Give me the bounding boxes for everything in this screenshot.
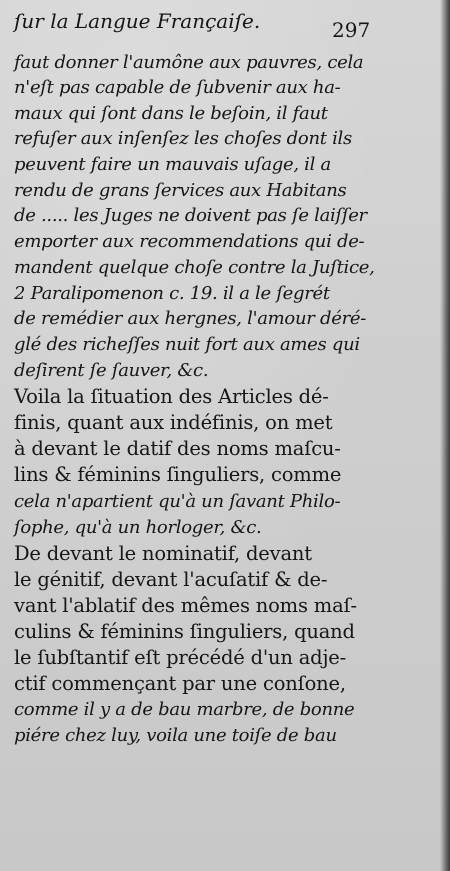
text-line: à devant le datif des noms maſcu- xyxy=(14,437,341,460)
text-line: le ſubſtantif eſt précédé d'un adje- xyxy=(14,646,347,669)
text-line: finis, quant aux indéfinis, on met xyxy=(14,411,333,434)
text-line: n'eſt pas capable de ſubvenir aux ha- xyxy=(14,77,341,98)
text-line: de remédier aux hergnes, l'amour déré- xyxy=(14,308,367,329)
text-line: rendu de grans ſervices aux Habitans xyxy=(14,180,347,201)
text-line: mandent quelque choſe contre la Juſtice, xyxy=(14,257,375,278)
text-line: cela n'apartient qu'à un ſavant Philo- xyxy=(14,491,341,512)
text-line: lins & féminins ſinguliers, comme xyxy=(14,463,342,486)
text-line: faut donner l'aumône aux pauvres, cela xyxy=(14,52,364,73)
text-line: culins & féminins ſinguliers, quand xyxy=(14,620,355,643)
text-line: maux qui ſont dans le beſoin, il faut xyxy=(14,103,328,124)
running-header xyxy=(14,6,371,42)
text-line: refuſer aux inſenſez les choſes dont ils xyxy=(14,128,352,149)
text-line: piére chez luy, voila une toiſe de bau xyxy=(14,725,337,746)
text-line: deſirent ſe ſauver, &c. xyxy=(14,360,209,381)
text-line: de ..... les Juges ne doivent pas ſe laiſſer xyxy=(14,205,367,226)
text-line: ſophe, qu'à un horloger, &c. xyxy=(14,517,262,538)
text-line: De devant le nominatif, devant xyxy=(14,542,312,565)
text-line: comme il y a de bau marbre, de bonne xyxy=(14,699,355,720)
text-line: 2 Paralipomenon c. 19. il a le ſegrét xyxy=(14,283,330,304)
page-edge-shadow xyxy=(440,0,450,871)
running-title: ſur la Langue Françaiſe. xyxy=(14,9,261,33)
text-line: emporter aux recommendations qui de- xyxy=(14,231,365,252)
page-number: 297 xyxy=(332,18,371,42)
text-line: glé des richeſſes nuit fort aux ames qui xyxy=(14,334,360,355)
text-line: le génitif, devant l'acuſatif & de- xyxy=(14,568,328,591)
text-line: vant l'ablatif des mêmes noms maſ- xyxy=(14,594,357,617)
text-line: Voila la ſituation des Articles dé- xyxy=(14,385,329,408)
text-line: ctif commençant par une conſone, xyxy=(14,672,346,695)
text-line: peuvent faire un mauvais uſage, il a xyxy=(14,154,331,175)
